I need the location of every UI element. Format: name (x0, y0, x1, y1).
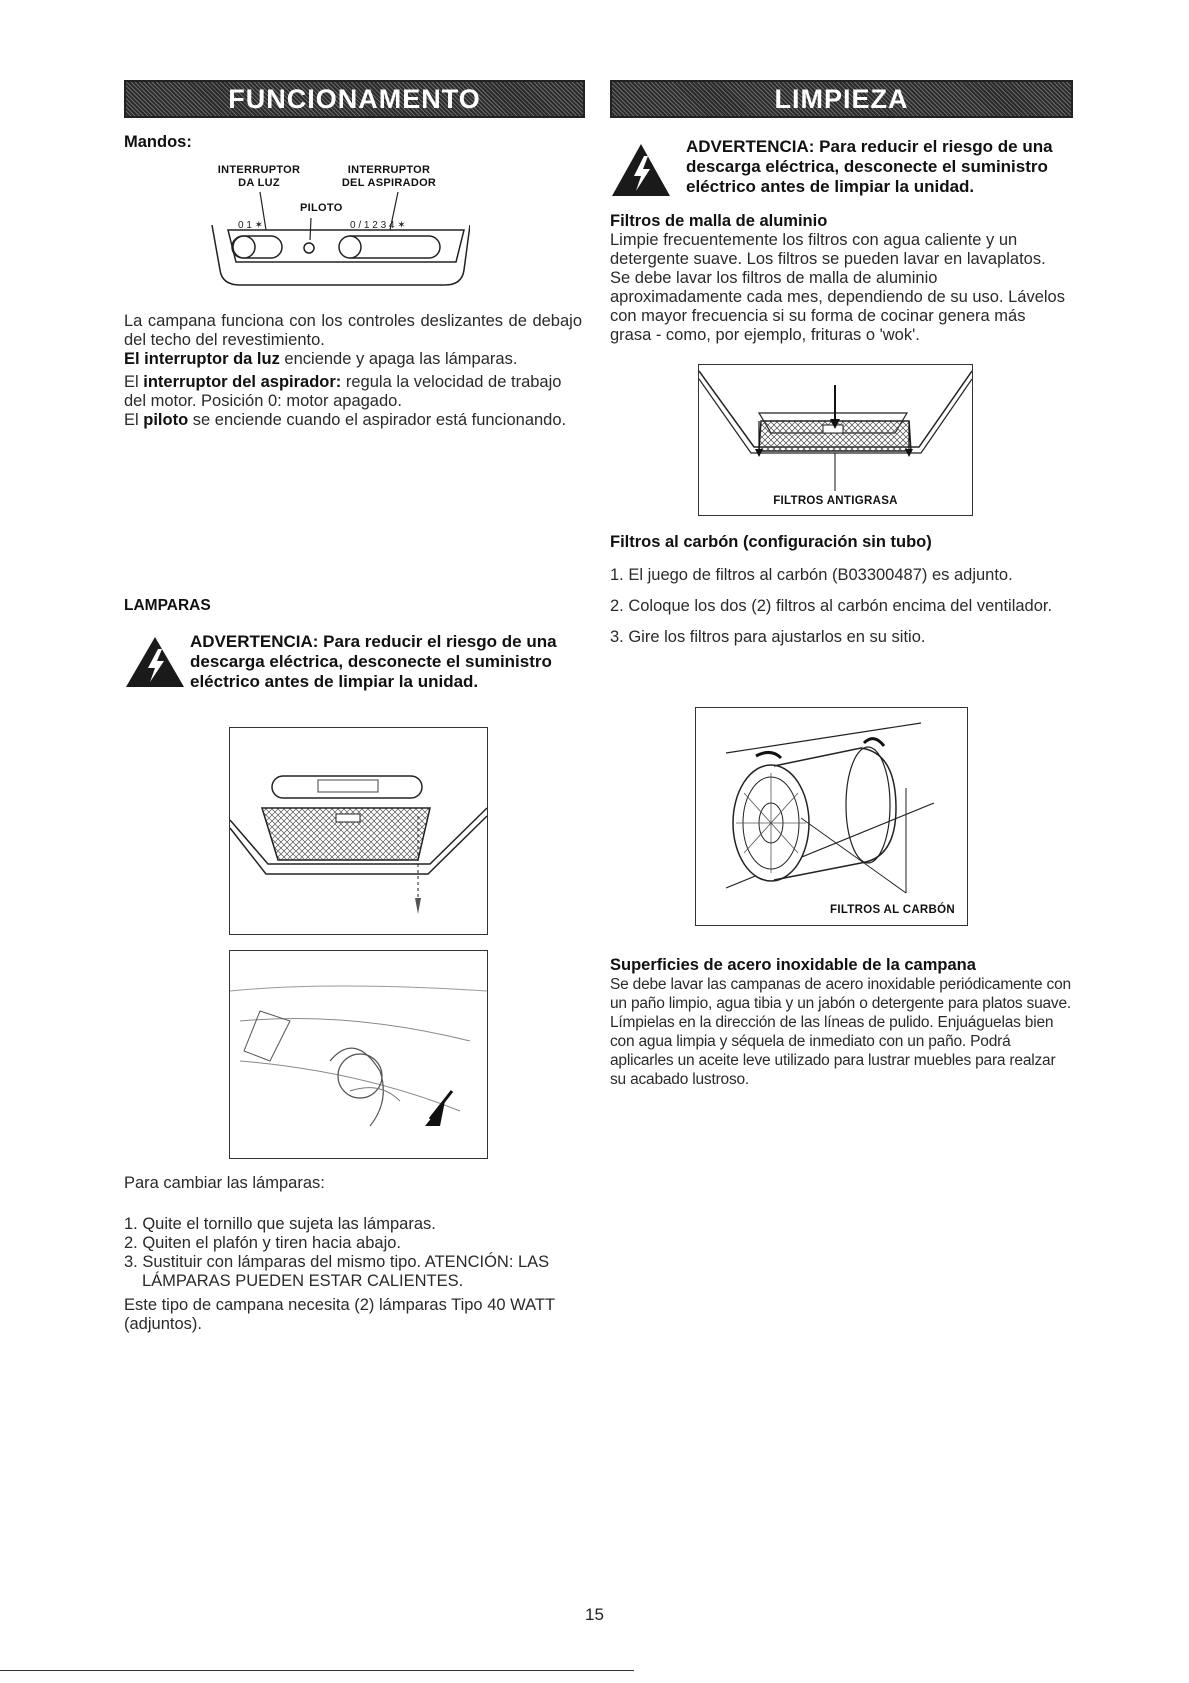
stainless-heading: Superficies de acero inoxidable de la campana (610, 956, 976, 974)
lamp-cover-figure (229, 727, 488, 935)
light-switch-desc (124, 350, 582, 369)
lamps-heading: LAMPARAS (124, 597, 211, 614)
fan-switch-label-line1: INTERRUPTOR (347, 164, 431, 176)
controls-heading: Mandos: (124, 133, 192, 151)
fan-switch-text: regula la velocidad de trabajo del motor. Posición 0: motor apagado. (124, 373, 562, 410)
lamp-step: 3. Sustituir con lámparas del mismo tipo. ATENCIÓN: LAS LÁMPARAS PUEDEN ESTAR CALIENTES. (124, 1253, 550, 1290)
carbon-filters-caption: FILTROS AL CARBÓN (830, 904, 955, 916)
light-scale: 0 1 ✶ (238, 220, 264, 231)
carbon-step: 3. Gire los filtros para ajustarlos en su sitio. (610, 628, 926, 646)
fan-scale: 0 / 1 2 3 4 ✶ (350, 220, 406, 231)
electric-warning-icon (124, 635, 186, 689)
pilot-pre: El (124, 411, 144, 429)
fan-switch-term: interruptor del aspirador: (143, 373, 342, 391)
bottom-rule (0, 1670, 634, 1671)
fan-switch-desc (124, 373, 582, 411)
lamp-removal-drawing (230, 951, 487, 1158)
lamp-steps-list (124, 1215, 584, 1291)
carbon-step: 2. Coloque los dos (2) filtros al carbón encima del ventilador. (610, 597, 1053, 615)
light-switch-label-line1: INTERRUPTOR (217, 164, 301, 176)
pilot-label: PILOTO (300, 202, 343, 214)
controls-intro: La campana funciona con los controles deslizantes de debajo del techo del revestimiento. (124, 312, 582, 349)
light-switch-text: enciende y apaga las lámparas. (279, 350, 518, 368)
fan-switch-label-line2: DEL ASPIRADOR (341, 177, 437, 189)
section-banner-limpieza (610, 80, 1073, 118)
light-switch-term: El interruptor da luz (124, 350, 280, 368)
carbon-step: 1. El juego de filtros al carbón (B03300487) es adjunto. (610, 566, 1013, 584)
fan-switch-pre: El (124, 373, 144, 391)
lamp-cover-drawing (230, 728, 487, 934)
controls-figure (210, 160, 470, 290)
lamp-step: 1. Quite el tornillo que sujeta las lámparas. (124, 1215, 436, 1233)
controls-description (124, 312, 582, 430)
lamp-removal-figure (229, 950, 488, 1159)
grease-filters-caption: FILTROS ANTIGRASA (773, 495, 898, 507)
carbon-filters-figure (695, 707, 968, 926)
cleaning-warning: ADVERTENCIA: Para reducir el riesgo de una descarga eléctrica, desconecte el suministro eléctrico antes de limpiar la unidad. (686, 137, 1053, 196)
pilot-term: piloto (143, 411, 189, 429)
lamps-warning: ADVERTENCIA: Para reducir el riesgo de una descarga eléctrica, desconecte el suministro eléctrico antes de limpiar la unidad. (190, 632, 557, 691)
carbon-filters-drawing (696, 708, 967, 898)
light-switch-label-line2: DA LUZ (238, 177, 280, 189)
pilot-text: se enciende cuando el aspirador está funcionando. (188, 411, 567, 429)
aluminum-filters-text: Limpie frecuentemente los filtros con agua caliente y un detergente suave. Los filtros se pueden lavar en lavaplatos. Se debe lavar los filtros de malla de aluminio aproximadamente cada mes, dependiendo de su uso. Lávelos con mayor frecuencia si su forma de cocinar genera más grasa - como, por ejemplo, frituras o 'wok'. (610, 231, 1065, 344)
change-lamps-intro: Para cambiar las lámparas: (124, 1174, 325, 1192)
banner-title: LIMPIEZA (774, 84, 909, 114)
page-number: 15 (585, 1605, 604, 1624)
carbon-steps-list (610, 566, 1080, 647)
electric-warning-icon (610, 142, 672, 198)
banner-title: FUNCIONAMENTO (228, 84, 481, 114)
lamp-step: 2. Quiten el plafón y tiren hacia abajo. (124, 1234, 402, 1252)
grease-filters-figure (698, 364, 973, 516)
carbon-filters-heading: Filtros al carbón (configuración sin tubo) (610, 533, 932, 551)
pilot-desc (124, 411, 582, 430)
section-banner-funcionamento (124, 80, 585, 118)
grease-filters-drawing (699, 365, 972, 491)
aluminum-filters-heading: Filtros de malla de aluminio (610, 212, 828, 230)
lamp-type-note: Este tipo de campana necesita (2) lámparas Tipo 40 WATT (adjuntos). (124, 1296, 555, 1333)
stainless-text: Se debe lavar las campanas de acero inoxidable periódicamente con un paño limpio, agua tibia y un jabón o detergente para platos suave. Límpielas en la dirección de las líneas de pulido. Enjuáguelas bien con agua limpia y séquela de inmediato con un paño. Podrá aplicarles un aceite leve utilizado para lustrar muebles para realzar su acabado lustroso. (610, 976, 1072, 1088)
